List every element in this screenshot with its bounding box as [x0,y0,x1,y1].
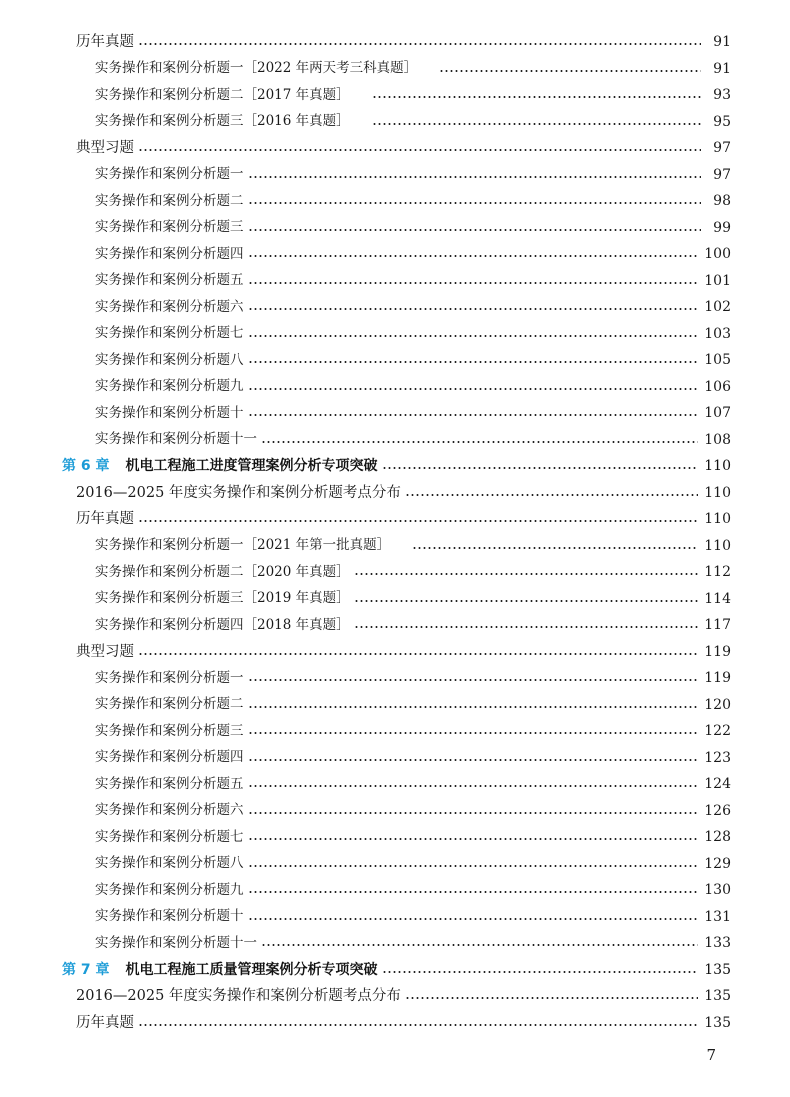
toc-entry-title: 2016—2025 年度实务操作和案例分析题考点分布 [76,988,401,1004]
toc-subsection-entry[interactable] [0,109,790,136]
toc-subsection-entry[interactable] [0,215,790,242]
toc-page-number: 126 [704,802,731,819]
toc-entry-title: 实务操作和案例分析题九 [95,378,244,394]
dot-leader [248,759,699,761]
toc-entry-title: 实务操作和案例分析题四 [95,245,244,262]
toc-page-number: 117 [704,617,731,634]
page-number: 7 [706,1046,716,1064]
toc-entry-title: 实务操作和案例分析题十 [95,908,244,924]
toc-entry-title: 实务操作和案例分析题三 [95,219,244,235]
toc-subsection-entry[interactable] [0,798,790,825]
toc-page-number: 135 [704,1014,731,1031]
dot-leader [248,388,699,390]
dot-leader [138,149,701,151]
toc-entry-title: 实务操作和案例分析题九 [95,881,244,898]
toc-page-number: 135 [704,988,731,1005]
dot-leader [248,414,699,416]
dot-leader [261,944,698,946]
toc-page-number: 100 [704,246,731,263]
toc-entry-title: 实务操作和案例分析题五 [95,775,244,792]
toc-chapter-entry[interactable] [0,957,790,984]
dot-leader [248,918,699,920]
dot-leader [412,547,698,549]
chapter-title: 机电工程施工进度管理案例分析专项突破 [125,458,378,475]
dot-leader [382,467,699,469]
toc-page-number: 119 [704,643,731,660]
toc-page-number: 120 [704,696,731,713]
toc-page-number: 106 [704,378,731,395]
toc-page-number: 102 [704,299,731,316]
toc-subsection-entry[interactable] [0,612,790,639]
toc-subsection-entry[interactable] [0,930,790,957]
dot-leader [248,335,699,337]
dot-leader [138,520,698,522]
toc-page-number: 99 [713,219,731,236]
toc-subsection-entry[interactable] [0,188,790,215]
toc-subsection-entry[interactable] [0,400,790,427]
toc-subsection-entry[interactable] [0,692,790,719]
chapter-number: 第 6 章 [62,458,110,475]
toc-page-number: 128 [704,829,731,846]
dot-leader [248,202,702,204]
toc-section-entry[interactable] [0,1010,790,1037]
toc-subsection-entry[interactable] [0,771,790,798]
toc-subsection-entry[interactable] [0,851,790,878]
toc-page-number: 112 [704,564,731,581]
toc-section-entry[interactable] [0,29,790,56]
toc-subsection-entry[interactable] [0,824,790,851]
dot-leader [248,732,699,734]
toc-subsection-entry[interactable] [0,321,790,348]
toc-subsection-entry[interactable] [0,374,790,401]
toc-page-number: 130 [704,882,731,899]
toc-entry-title: 典型习题 [76,643,134,660]
toc-section-entry[interactable] [0,639,790,666]
toc-subsection-entry[interactable] [0,427,790,454]
toc-page-number: 110 [704,511,731,528]
toc-page-number: 98 [713,193,731,210]
dot-leader [248,891,699,893]
dot-leader [248,308,699,310]
dot-leader [354,626,699,628]
dot-leader [248,361,699,363]
toc-section-entry[interactable] [0,983,790,1010]
chapter-number: 第 7 章 [62,961,110,978]
toc-page-number: 101 [704,272,731,289]
toc-subsection-entry[interactable] [0,82,790,109]
toc-subsection-entry[interactable] [0,559,790,586]
toc-entry-title: 典型习题 [76,140,134,156]
dot-leader [138,43,701,45]
dot-leader [405,997,698,999]
toc-subsection-entry[interactable] [0,162,790,189]
dot-leader [138,1024,698,1026]
toc-entry-title: 实务操作和案例分析题十一 [95,431,257,447]
toc-page-number: 93 [713,87,731,104]
toc-subsection-entry[interactable] [0,56,790,83]
dot-leader [248,229,702,231]
toc-entry-title: 历年真题 [76,511,134,527]
toc-entry-title: 实务操作和案例分析题六 [95,298,244,315]
toc-page-number: 97 [713,140,731,157]
toc-subsection-entry[interactable] [0,877,790,904]
toc-subsection-entry[interactable] [0,665,790,692]
table-of-contents [0,29,790,1036]
toc-subsection-entry[interactable] [0,904,790,931]
toc-subsection-entry[interactable] [0,294,790,321]
toc-entry-title [62,459,378,473]
toc-entry-title: 实务操作和案例分析题八 [95,351,244,368]
toc-page-number: 122 [704,723,731,740]
toc-page-number: 95 [713,113,731,130]
dot-leader [138,653,698,655]
toc-section-entry[interactable] [0,506,790,533]
dot-leader [248,679,699,681]
toc-chapter-entry[interactable] [0,453,790,480]
dot-leader [248,838,699,840]
toc-page-number: 124 [704,776,731,793]
toc-entry-title: 实务操作和案例分析题五 [95,272,244,288]
toc-page-number: 119 [704,670,731,687]
toc-entry-title: 实务操作和案例分析题六 [95,802,244,818]
toc-page-number: 107 [704,405,731,422]
toc-page-number: 129 [704,855,731,872]
dot-leader [248,785,699,787]
dot-leader [248,255,699,257]
toc-subsection-entry[interactable] [0,533,790,560]
toc-entry-title: 实务操作和案例分析题二［2017 年真题］ [95,86,350,103]
dot-leader [439,70,701,72]
toc-page-number: 131 [704,908,731,925]
toc-entry-title: 实务操作和案例分析题十 [95,404,244,421]
dot-leader [372,96,701,98]
dot-leader [382,971,699,973]
toc-entry-title: 实务操作和案例分析题八 [95,855,244,871]
toc-page-number: 110 [704,458,731,475]
toc-subsection-entry[interactable] [0,718,790,745]
toc-subsection-entry[interactable] [0,586,790,613]
toc-subsection-entry[interactable] [0,347,790,374]
toc-entry-title: 实务操作和案例分析题一 [95,166,244,182]
toc-page-number: 103 [704,325,731,342]
toc-page-number: 110 [704,537,731,554]
toc-page-number: 133 [704,935,731,952]
dot-leader [248,865,699,867]
toc-page-number: 110 [704,484,731,501]
toc-entry-title: 实务操作和案例分析题二 [95,192,244,209]
toc-entry-title: 实务操作和案例分析题一［2021 年第一批真题］ [95,537,391,553]
toc-entry-title: 历年真题 [76,1014,134,1031]
toc-section-entry[interactable] [0,135,790,162]
toc-section-entry[interactable] [0,480,790,507]
toc-subsection-entry[interactable] [0,268,790,295]
toc-entry-title: 实务操作和案例分析题七 [95,325,244,341]
toc-page-number: 108 [704,431,731,448]
toc-entry-title: 2016—2025 年度实务操作和案例分析题考点分布 [76,484,401,501]
toc-page-number: 123 [704,749,731,766]
toc-entry-title: 实务操作和案例分析题三 [95,722,244,739]
dot-leader [354,573,699,575]
toc-entry-title: 历年真题 [76,34,134,50]
chapter-title: 机电工程施工质量管理案例分析专项突破 [125,961,378,978]
toc-entry-title: 实务操作和案例分析题一［2022 年两天考三科真题］ [95,60,418,76]
toc-entry-title: 实务操作和案例分析题三［2019 年真题］ [95,590,350,606]
dot-leader [248,812,699,814]
toc-subsection-entry[interactable] [0,241,790,268]
toc-subsection-entry[interactable] [0,745,790,772]
toc-entry-title [62,963,378,977]
dot-leader [248,282,699,284]
toc-page-number: 91 [713,60,731,77]
dot-leader [372,123,701,125]
toc-page-number: 114 [704,590,731,607]
toc-entry-title: 实务操作和案例分析题七 [95,828,244,845]
toc-page-number: 97 [713,166,731,183]
dot-leader [405,494,698,496]
toc-entry-title: 实务操作和案例分析题四 [95,749,244,765]
toc-entry-title: 实务操作和案例分析题二 [95,696,244,712]
dot-leader [354,600,699,602]
toc-entry-title: 实务操作和案例分析题二［2020 年真题］ [95,563,350,580]
toc-page-number: 135 [704,961,731,978]
toc-page-number: 105 [704,352,731,369]
toc-entry-title: 实务操作和案例分析题四［2018 年真题］ [95,616,350,633]
toc-page-number: 91 [713,34,731,51]
toc-entry-title: 实务操作和案例分析题十一 [95,934,257,951]
toc-entry-title: 实务操作和案例分析题一 [95,669,244,686]
dot-leader [261,441,698,443]
dot-leader [248,706,699,708]
toc-entry-title: 实务操作和案例分析题三［2016 年真题］ [95,113,350,129]
dot-leader [248,176,702,178]
